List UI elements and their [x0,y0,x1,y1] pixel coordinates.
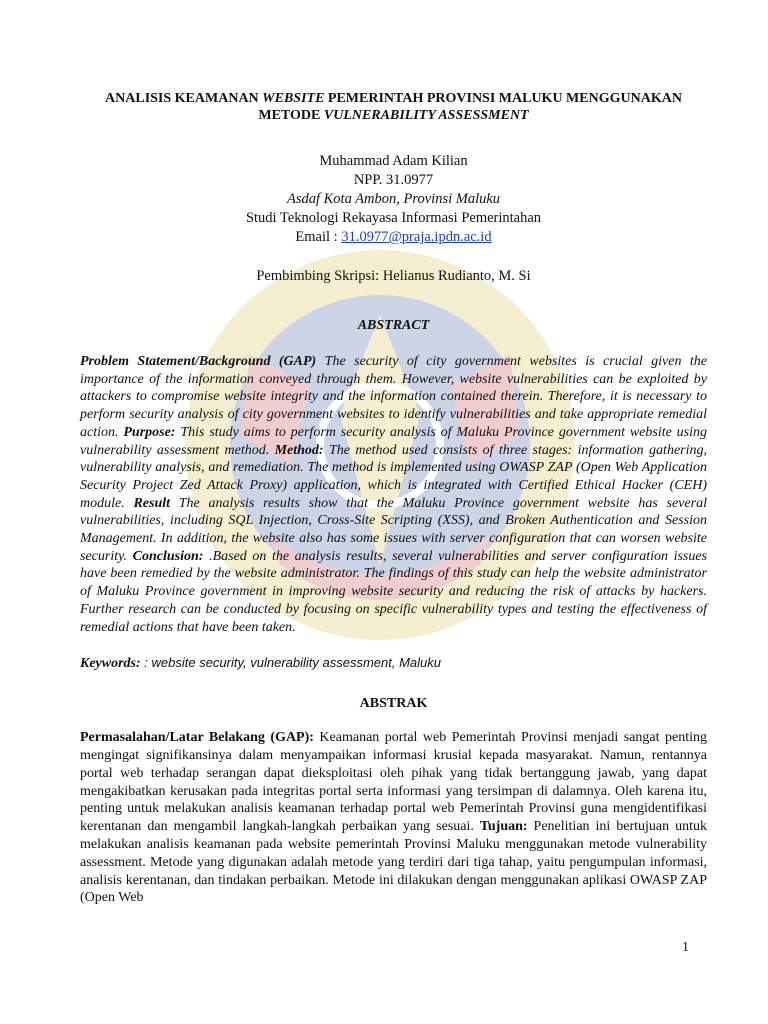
keywords-text: : website security, vulnerability assessment, Maluku [140,655,441,671]
author-origin: Asdaf Kota Ambon, Provinsi Maluku [286,191,501,207]
abstract-label-purpose: Purpose: [123,424,176,440]
abstract-label-result: Result [133,495,171,511]
abstract-heading: ABSTRACT [357,318,430,333]
title-line1-italic: WEBSITE [262,91,325,106]
title-line2-part1: METODE [258,108,324,123]
author-npp: NPP. 31.0977 [353,172,434,188]
abstrak-heading: ABSTRAK [359,696,428,712]
title-line2-italic: VULNERABILITY ASSESSMENT [323,108,529,123]
abstract-paragraph [80,353,707,636]
abstract-text-method: The method used consists of three stages: information gathering, vulnerability analysis, and remediation. The method is implemented using OWASP ZAP (Open Web Application Security Project Zed Attack Proxy) application, which is integrated with Certified Ethical Hacker (CEH) module. [80,442,707,511]
supervisor-line: Pembimbing Skripsi: Helianus Rudianto, M. Si [256,268,531,284]
author-block [80,152,707,247]
abstrak-paragraph [80,729,707,907]
abstract-text-result: The analysis results show that the Maluku Province government website has several vulnerabilities, including SQL Injection, Cross-Site Scripting (XSS), and Broken Authentication and Session Management. In addition, the website also has some issues with server configuration that can worsen website security. [80,495,707,564]
author-program: Studi Teknologi Rekayasa Informasi Pemerintahan [245,210,542,226]
email-link[interactable]: 31.0977@praja.ipdn.ac.id [341,229,492,245]
abstract-label-method: Method: [274,442,324,458]
page-number: 1 [682,940,689,955]
abstrak-text-problem: Keamanan portal web Pemerintah Provinsi menjadi sangat penting mengingat signifikansinya dalam menyampaikan informasi krusial kepada masyarakat. Namun, rentannya portal web terhadap serangan dapat dieksploitasi oleh pihak yang tidak bertanggung jawab, yang dapat mengakibatkan kerusakan pada integritas portal serta informasi yang tersimpan di dalamnya. Oleh karena itu, penting untuk melakukan analisis keamanan terhadap portal web Pemerintah Provinsi guna mengidentifikasi kerentanan dan mengambil langkah-langkah perbaikan yang sesuai. [80,730,707,835]
abstract-label-problem: Problem Statement/Background (GAP) [80,354,317,369]
keywords-line [80,654,707,673]
email-label: Email : [295,229,342,245]
abstrak-label-problem: Permasalahan/Latar Belakang (GAP): [80,730,314,746]
author-name: Muhammad Adam Kilian [319,153,468,169]
abstract-text-purpose: This study aims to perform security analysis of Maluku Province government website using vulnerability assessment method. [80,424,708,458]
abstrak-label-purpose: Tujuan: [479,819,528,835]
keywords-label: Keywords: [80,656,141,672]
abstract-text-conclusion: .Based on the analysis results, several vulnerabilities and server configuration issues have been remedied by the website administrator. The findings of this study can help the website administrator of Maluku Province government in improving website security and reducing the risk of attacks by hackers. Further research can be conducted by focusing on specific vulnerability types and testing the effectiveness of remedial actions that have been taken. [80,548,708,635]
abstract-label-conclusion: Conclusion: [132,548,204,564]
title-line1-part2: PEMERINTAH PROVINSI MALUKU MENGGUNAKAN [324,91,682,106]
author-email-line [80,228,707,247]
paper-title [80,90,707,124]
paper-content [80,90,707,921]
title-line1-part1: ANALISIS KEAMANAN [105,91,263,106]
abstrak-text-purpose: Penelitian ini bertujuan untuk melakukan analisis keamanan pada website pemerintah Provinsi Maluku menggunakan metode vulnerability assessment. Metode yang digunakan adalah metode yang terdiri dari tiga tahap, yaitu pengumpulan informasi, analisis kerentanan, dan tindakan perbaikan. Metode ini dilakukan dengan menggunakan aplikasi OWASP ZAP (Open Web [80,819,707,906]
abstract-text-problem: The security of city government websites is crucial given the importance of the information conveyed through them. However, website vulnerabilities can be exploited by attackers to compromise website integrity and the information contained therein. Therefore, it is necessary to perform security analysis of city government websites to identify vulnerabilities and take appropriate remedial action. [80,354,708,440]
